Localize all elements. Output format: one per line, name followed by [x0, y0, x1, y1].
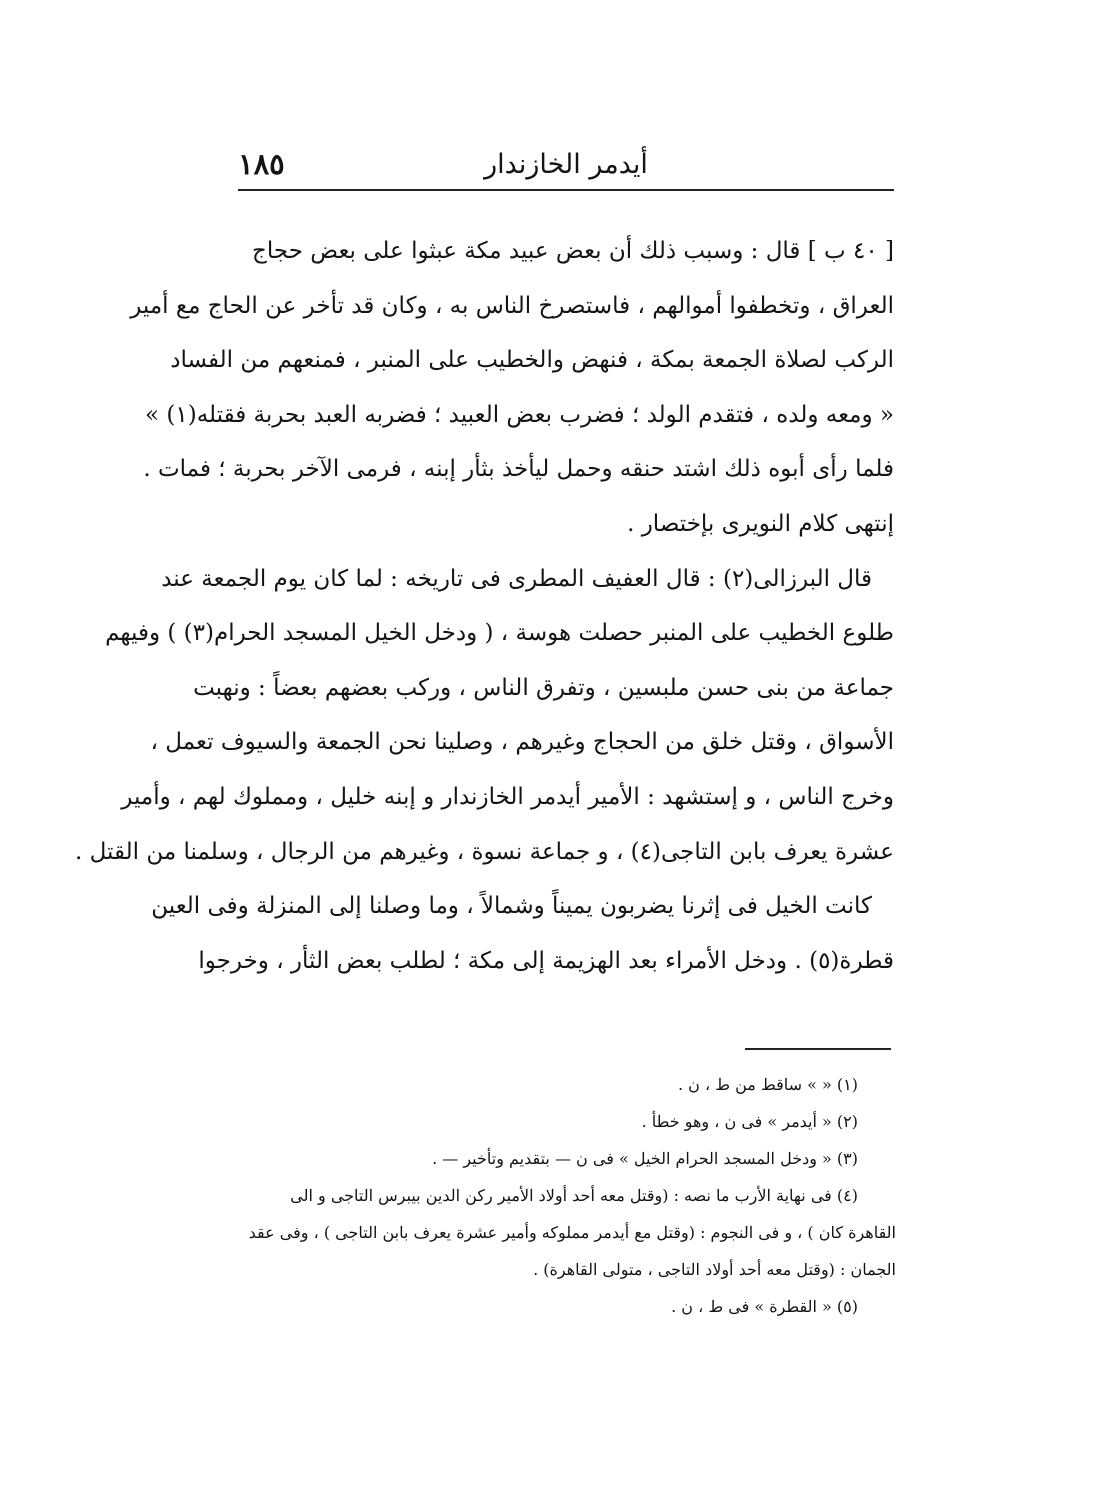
- text-line: قطرة(٥) . ودخل الأمراء بعد الهزيمة إلى مكة ؛ لطلب بعض الثأر ، وخرجوا: [198, 947, 894, 974]
- page-number: ١٨٥: [238, 147, 285, 181]
- text-line: إنتهى كلام النويرى بإختصار .: [627, 510, 894, 537]
- text-line: [ ٤٠ ب ] قال : وسبب ذلك أن بعض عبيد مكة عبثوا على بعض حجاج: [252, 238, 894, 264]
- footnote: (٣) « ودخل المسجد الحرام الخيل » فى ن — بتقديم وتأخير — .: [432, 1149, 858, 1168]
- text-line: طلوع الخطيب على المنبر حصلت هوسة ، ( ودخل الخيل المسجد الحرام(٣) ) وفيهم: [105, 620, 894, 647]
- footnote: (٢) « أيدمر » فى ن ، وهو خطأ .: [641, 1112, 858, 1131]
- text-line: عشرة يعرف بابن التاجى(٤) ، و جماعة نسوة ، وغيرهم من الرجال ، وسلمنا من القتل .: [75, 838, 894, 865]
- text-line: قال البرزالى(٢) : قال العفيف المطرى فى تاريخه : لما كان يوم الجمعة عند: [161, 565, 872, 592]
- text-line: كانت الخيل فى إثرنا يضربون يميناً وشمالاً ، وما وصلنا إلى المنزلة وفى العين: [151, 893, 872, 920]
- footnote: (١) « » ساقط من ط ، ن .: [677, 1075, 858, 1094]
- body-text: [75, 224, 894, 988]
- text-line: « ومعه ولده ، فتقدم الولد ؛ فضرب بعض العبيد ؛ فضربه العبد بحربة فقتله(١) »: [145, 401, 894, 428]
- footnote: (٥) « القطرة » فى ط ، ن .: [671, 1297, 858, 1316]
- header-rule: [238, 189, 894, 191]
- text-line: وخرج الناس ، و إستشهد : الأمير أيدمر الخازندار و إبنه خليل ، ومملوك لهم ، وأمير: [121, 783, 894, 810]
- footnote-continuation: القاهرة كان ) ، و فى النجوم : (وقتل مع أيدمر مملوكه وأمير عشرة يعرف بابن التاجى ) ، وفى عقد: [248, 1223, 896, 1242]
- text-line: الأسواق ، وقتل خلق من الحجاج وغيرهم ، وصلينا نحن الجمعة والسيوف تعمل ،: [150, 729, 894, 756]
- text-line: فلما رأى أبوه ذلك اشتد حنقه وحمل ليأخذ بثأر إبنه ، فرمى الآخر بحربة ؛ فمات .: [143, 456, 894, 483]
- text-line: جماعة من بنى حسن ملبسين ، وتفرق الناس ، وركب بعضهم بعضاً : ونهبت: [193, 674, 894, 701]
- text-line: الركب لصلاة الجمعة بمكة ، فنهض والخطيب على المنبر ، فمنعهم من الفساد: [170, 347, 894, 374]
- running-title: أيدمر الخازندار: [484, 149, 648, 180]
- running-header: [238, 143, 894, 187]
- footnote-rule: [745, 1048, 891, 1050]
- footnote: (٤) فى نهاية الأرب ما نصه : (وقتل معه أحد أولاد الأمير ركن الدين بيبرس التاجى و الى: [290, 1186, 858, 1205]
- text-line: العراق ، وتخطفوا أموالهم ، فاستصرخ الناس به ، وكان قد تأخر عن الحاج مع أمير: [130, 292, 894, 319]
- footnotes: [240, 1066, 896, 1325]
- footnote-continuation: الجمان : (وقتل معه أحد أولاد التاجى ، متولى القاهرة) .: [533, 1260, 896, 1279]
